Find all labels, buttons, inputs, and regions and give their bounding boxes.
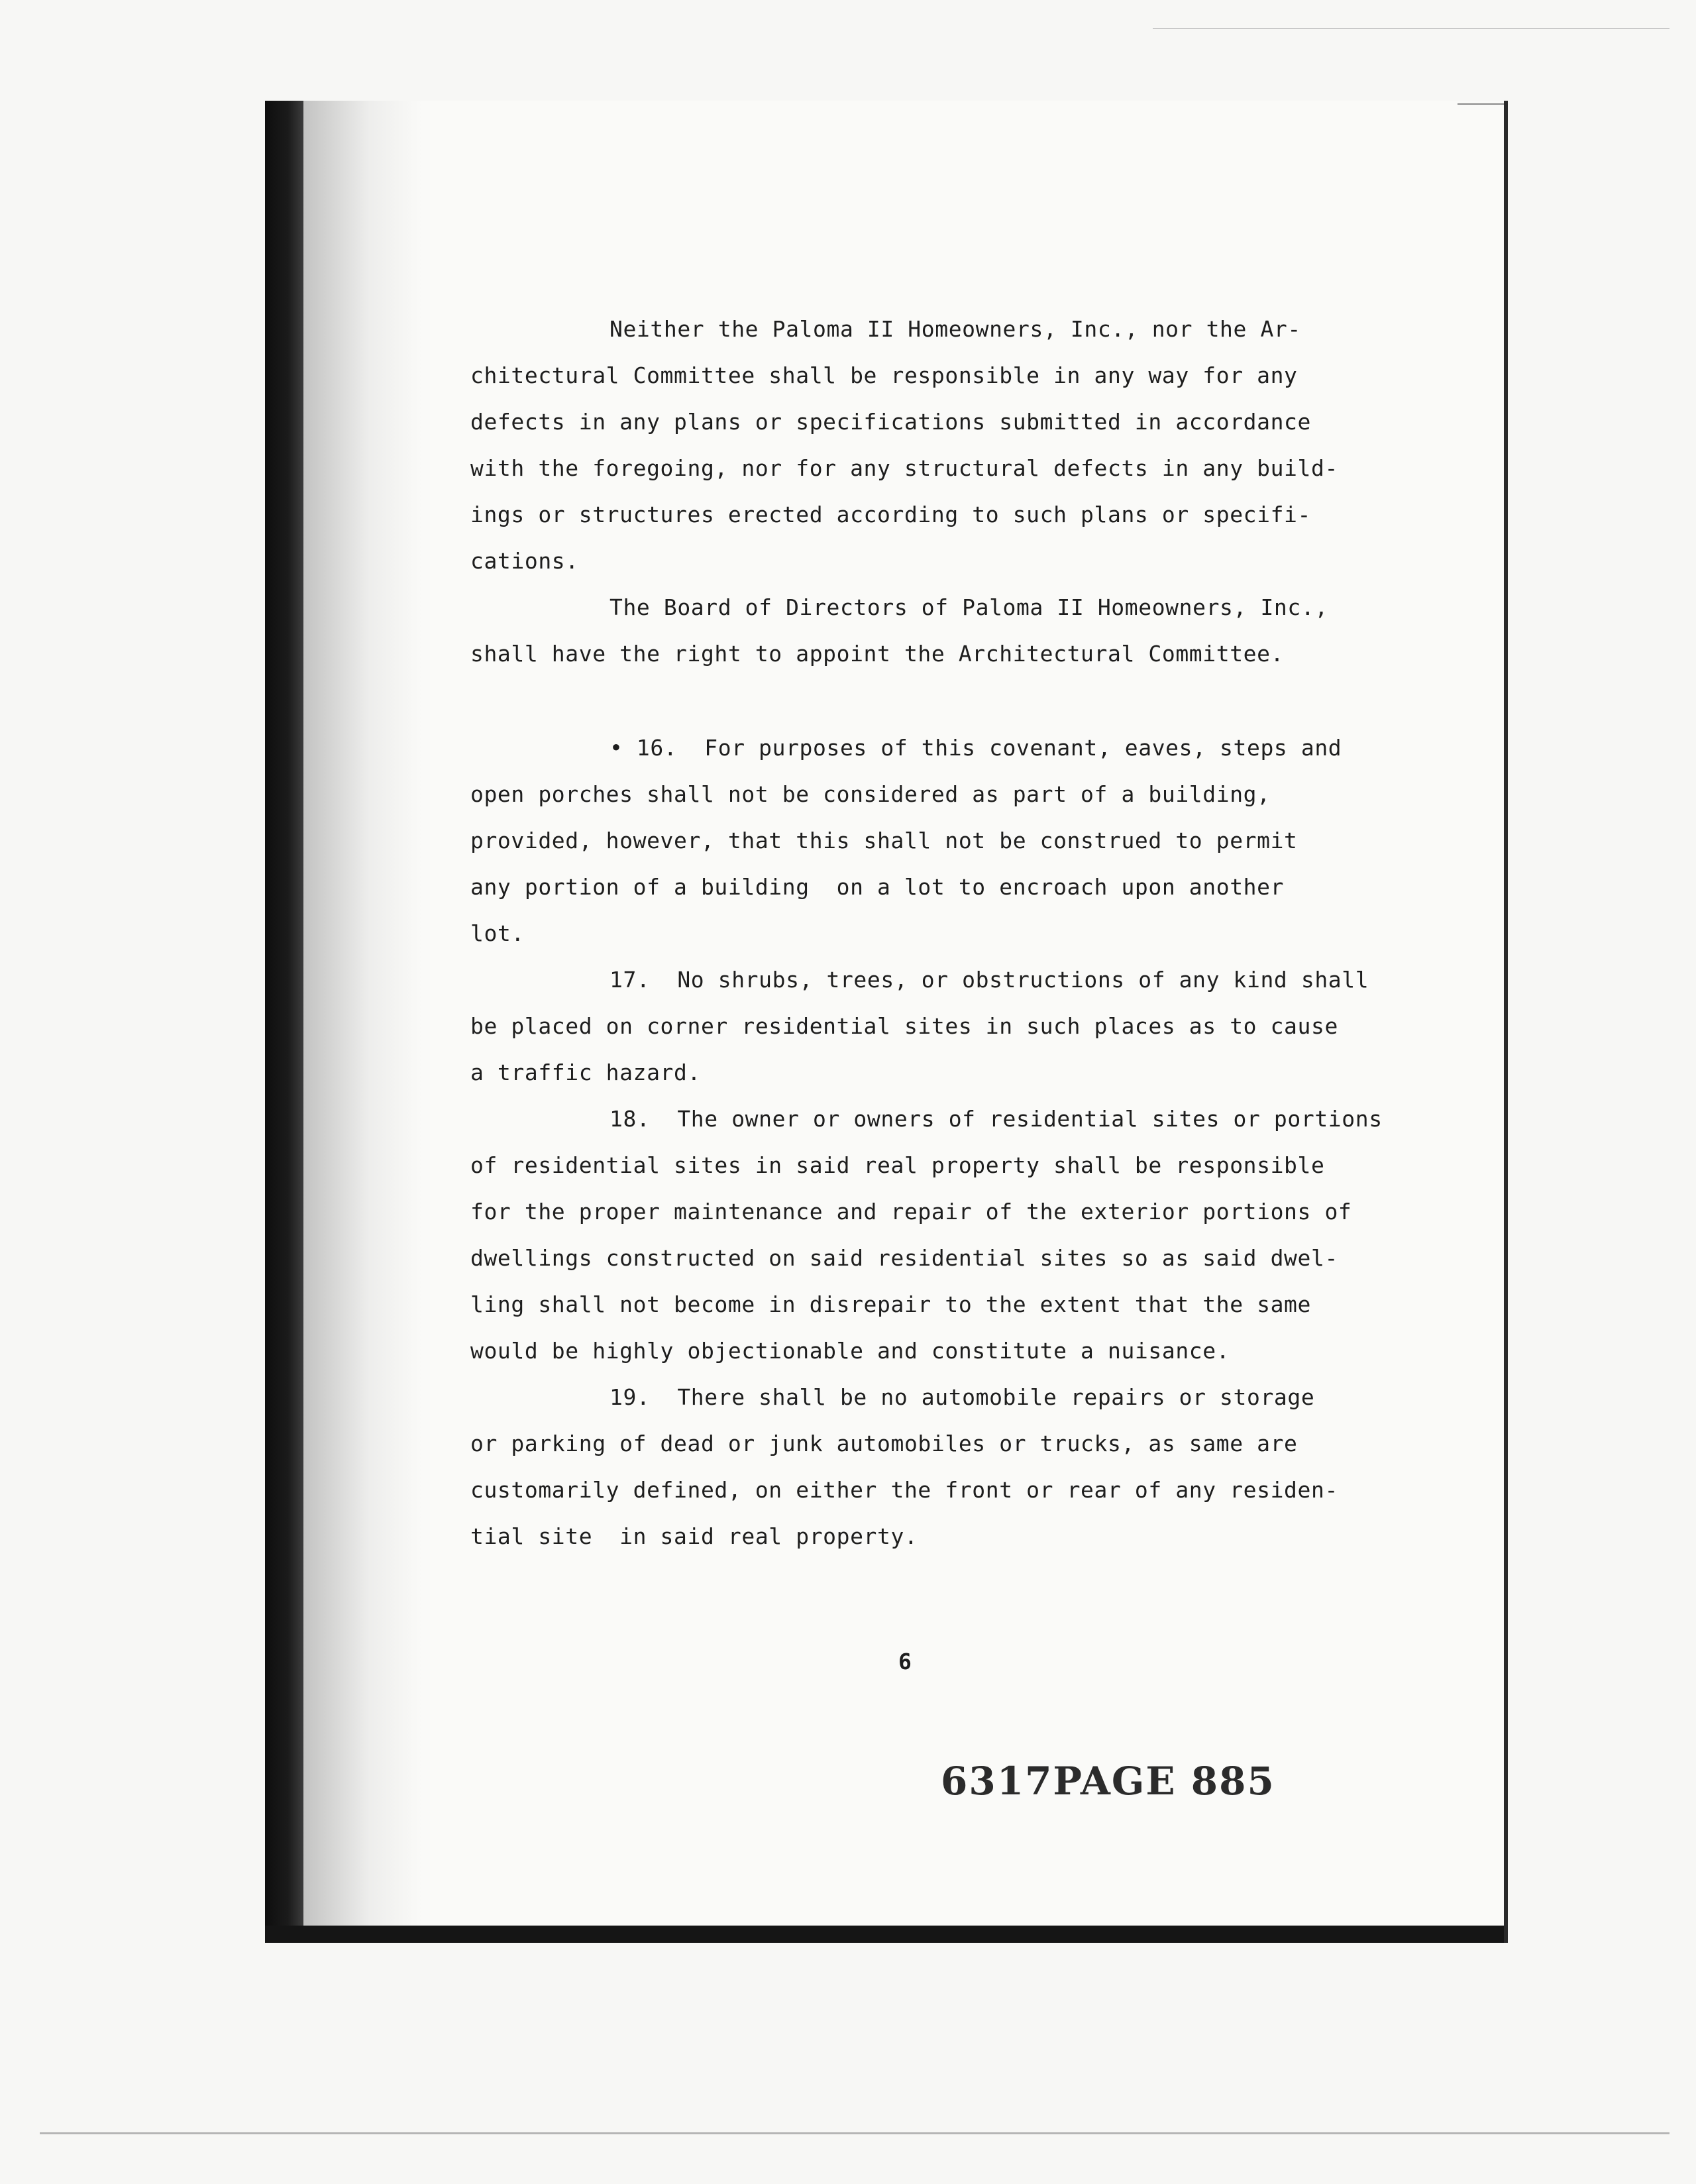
paragraph: [470, 1374, 1451, 1560]
text-line: be placed on corner residential sites in such places as to cause: [470, 1013, 1338, 1039]
page-binding-edge: [265, 101, 303, 1943]
text-line: chitectural Committee shall be responsible in any way for any: [470, 362, 1298, 388]
paragraph: [470, 957, 1451, 1096]
text-line: any portion of a building on a lot to encroach upon another: [470, 874, 1285, 900]
text-line: ling shall not become in disrepair to the extent that the same: [470, 1291, 1311, 1317]
text-line: a traffic hazard.: [470, 1060, 701, 1085]
page-number: 6: [898, 1649, 912, 1674]
text-line: provided, however, that this shall not be construed to permit: [470, 828, 1298, 853]
scan-edge-line-bottom: [40, 2132, 1670, 2134]
text-line: defects in any plans or specifications submitted in accordance: [470, 409, 1311, 435]
page-bottom-edge: [265, 1926, 1504, 1943]
text-line: ings or structures erected according to such plans or specifi-: [470, 502, 1311, 527]
text-line: or parking of dead or junk automobiles or trucks, as same are: [470, 1431, 1298, 1456]
text-line: lot.: [470, 920, 525, 946]
text-line: 17. No shrubs, trees, or obstructions of any kind shall: [610, 967, 1369, 993]
text-line: tial site in said real property.: [470, 1523, 918, 1549]
text-line: 18. The owner or owners of residential sites or portions: [610, 1106, 1383, 1132]
text-line: with the foregoing, nor for any structural defects in any build-: [470, 455, 1338, 481]
paragraph: [470, 1096, 1451, 1374]
text-line: open porches shall not be considered as part of a building,: [470, 781, 1271, 807]
text-line: of residential sites in said real property shall be responsible: [470, 1152, 1325, 1178]
text-line: • 16. For purposes of this covenant, eaves, steps and: [610, 735, 1342, 761]
scan-edge-line-top: [1153, 28, 1670, 29]
paragraph: [470, 306, 1451, 584]
book-page-stamp: 6317PAGE 885: [941, 1759, 1275, 1804]
page-top-rule: [1458, 103, 1504, 105]
text-line: for the proper maintenance and repair of the exterior portions of: [470, 1199, 1352, 1225]
paragraph: [470, 725, 1451, 957]
text-line: dwellings constructed on said residential sites so as said dwel-: [470, 1245, 1338, 1271]
text-line: Neither the Paloma II Homeowners, Inc., nor the Ar-: [610, 316, 1301, 342]
paragraph: [470, 584, 1451, 677]
page-scan-shadow: [303, 101, 423, 1943]
text-line: customarily defined, on either the front or rear of any residen-: [470, 1477, 1338, 1503]
text-line: The Board of Directors of Paloma II Homeowners, Inc.,: [610, 594, 1328, 620]
text-line: 19. There shall be no automobile repairs or storage: [610, 1384, 1315, 1410]
text-line: shall have the right to appoint the Architectural Committee.: [470, 641, 1285, 667]
text-line: would be highly objectionable and constitute a nuisance.: [470, 1338, 1230, 1364]
document-body: [470, 306, 1451, 1560]
text-line: cations.: [470, 548, 579, 574]
